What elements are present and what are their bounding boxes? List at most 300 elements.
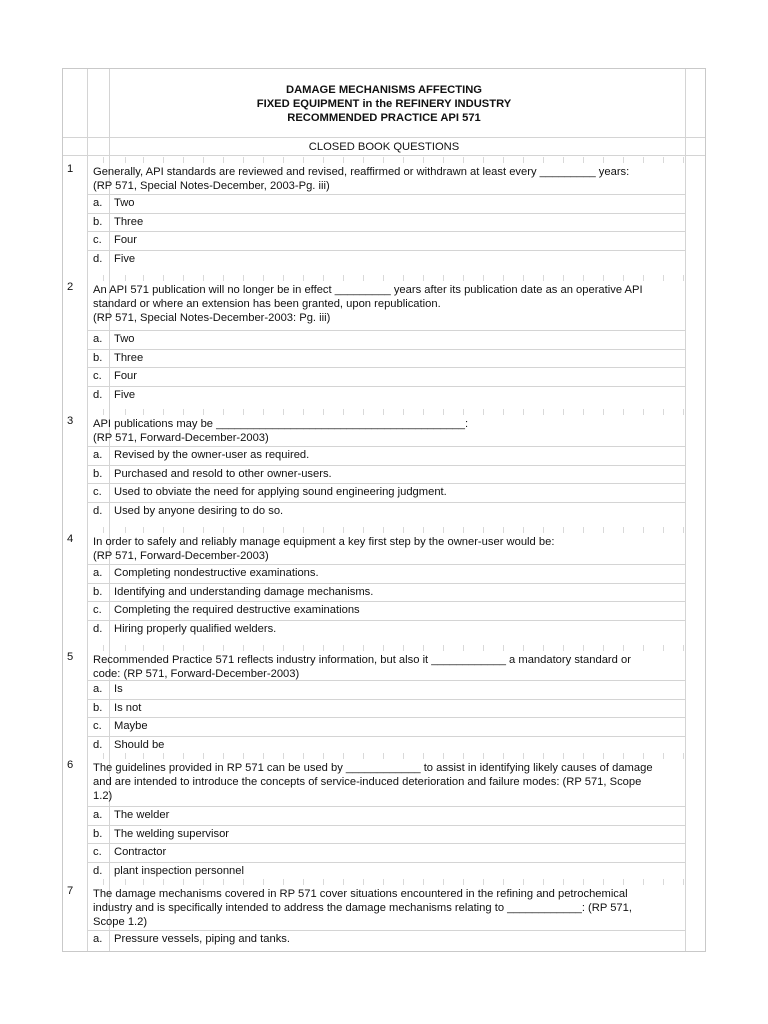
question-text [93,887,683,929]
tick-mark [403,157,404,163]
tick-mark [603,879,604,885]
question-text-line: In order to safely and reliably manage equipment a key first step by the owner-user would be: [93,536,555,548]
tick-mark [663,645,664,651]
option-letter: d. [93,622,103,635]
tick-mark [183,753,184,759]
option-letter: a. [93,933,103,945]
question-text-line: (RP 571, Forward-December-2003) [93,550,269,562]
tick-mark [583,157,584,163]
tick-mark [125,527,126,533]
tick-mark [303,527,304,533]
tick-mark [343,409,344,415]
option-letter: b. [93,585,103,598]
tick-mark [423,645,424,651]
option-letter: b. [93,701,103,714]
option-rule [88,717,685,718]
option-rule [88,194,685,195]
tick-mark [363,409,364,415]
tick-mark [283,409,284,415]
tick-mark [363,527,364,533]
option-letter: c. [93,720,102,733]
tick-mark [683,527,684,533]
tick-mark [263,645,264,651]
tick-mark [403,879,404,885]
tick-mark [483,157,484,163]
tick-mark [203,157,204,163]
column-rule [685,69,686,951]
option-text: Should be [114,738,165,751]
option-text: Four [114,234,138,247]
tick-mark [423,879,424,885]
tick-mark [643,409,644,415]
tick-mark [643,157,644,163]
option-text: Completing nondestructive examinations. [114,567,319,579]
tick-mark [603,409,604,415]
tick-mark [143,753,144,759]
tick-mark [523,157,524,163]
option-letter: b. [93,827,103,840]
tick-mark [483,753,484,759]
tick-mark [503,645,504,651]
question-text [93,283,683,325]
option-letter: a. [93,449,103,461]
tick-mark [323,753,324,759]
question-text-line: and are intended to introduce the concepts of service-induced deterioration and failure modes: (RP 571, Scope [93,776,642,788]
question-text-line: 1.2) [93,790,113,802]
question-text [93,653,683,681]
tick-mark [443,753,444,759]
tick-mark [643,645,644,651]
tick-mark [103,753,104,759]
tick-mark [143,409,144,415]
tick-mark [603,753,604,759]
tick-mark [483,645,484,651]
tick-mark [563,645,564,651]
tick-mark [403,275,404,281]
tick-mark [363,753,364,759]
option-rule [88,483,685,484]
option-rule [88,930,685,931]
tick-mark [125,409,126,415]
worksheet [62,68,706,952]
tick-mark [263,409,264,415]
tick-mark [243,409,244,415]
tick-mark [463,275,464,281]
tick-mark [543,157,544,163]
tick-mark [523,275,524,281]
option-text: Is [114,683,123,695]
option-rule [88,330,685,331]
tick-mark [303,753,304,759]
tick-mark [243,879,244,885]
tick-mark [243,527,244,533]
tick-mark [103,157,104,163]
tick-mark [543,275,544,281]
row-rule [63,155,705,156]
tick-mark [143,879,144,885]
tick-mark [303,879,304,885]
tick-mark [643,753,644,759]
tick-mark [283,157,284,163]
tick-mark [543,645,544,651]
tick-mark [663,275,664,281]
tick-mark [583,753,584,759]
option-letter: c. [93,846,102,859]
question-text-line: An API 571 publication will no longer be in effect _________ years after its publication date as an operative API [93,284,643,296]
tick-mark [503,753,504,759]
tick-mark [523,409,524,415]
tick-mark [523,879,524,885]
option-rule [88,213,685,214]
tick-mark [243,645,244,651]
tick-mark [183,527,184,533]
tick-mark [603,645,604,651]
option-text: Five [114,388,136,401]
tick-mark [183,157,184,163]
option-rule [88,250,685,251]
tick-mark [523,645,524,651]
question-text-line: standard or where an extension has been granted, upon republication. [93,298,441,310]
tick-mark [283,879,284,885]
tick-mark [543,409,544,415]
option-letter: c. [93,486,102,499]
tick-mark [603,527,604,533]
question-text-line: industry and is specifically intended to address the damage mechanisms relating to ____________: (RP 571, [93,902,632,914]
tick-mark [503,527,504,533]
tick-mark [503,275,504,281]
tick-mark [623,527,624,533]
tick-mark [383,879,384,885]
tick-mark [663,527,664,533]
tick-mark [243,275,244,281]
tick-mark [403,527,404,533]
option-letter: c. [93,370,102,383]
tick-mark [283,527,284,533]
option-text: Used to obviate the need for applying sound engineering judgment. [114,486,447,499]
tick-mark [183,275,184,281]
tick-mark [363,645,364,651]
option-text: Four [114,370,138,383]
tick-mark [203,753,204,759]
tick-mark [563,753,564,759]
tick-mark [323,879,324,885]
question-number: 7 [67,885,74,897]
tick-mark [283,645,284,651]
tick-mark [583,645,584,651]
tick-mark [243,753,244,759]
question-text [93,165,683,193]
question-number: 3 [67,415,74,427]
tick-mark [683,157,684,163]
tick-mark [183,879,184,885]
option-letter: b. [93,467,103,480]
tick-mark [483,879,484,885]
option-letter: b. [93,215,103,228]
option-rule [88,231,685,232]
option-rule [88,386,685,387]
tick-mark [263,879,264,885]
question-text-line: (RP 571, Special Notes-December-2003: Pg. iii) [93,312,331,324]
tick-mark [683,879,684,885]
tick-mark [163,275,164,281]
tick-mark [343,157,344,163]
tick-mark [563,275,564,281]
option-rule [88,843,685,844]
tick-mark [363,275,364,281]
tick-mark [663,753,664,759]
header-line-3: RECOMMENDED PRACTICE API 571 [287,112,481,124]
tick-mark [663,409,664,415]
tick-mark [343,527,344,533]
tick-mark [103,645,104,651]
tick-mark [125,157,126,163]
tick-mark [383,157,384,163]
tick-mark [463,157,464,163]
tick-mark [323,409,324,415]
tick-mark [323,157,324,163]
tick-mark [223,645,224,651]
tick-mark [503,409,504,415]
gridline-ticks [63,645,705,651]
tick-mark [125,879,126,885]
option-text: Purchased and resold to other owner-users. [114,467,332,480]
tick-mark [163,645,164,651]
tick-mark [323,645,324,651]
tick-mark [143,527,144,533]
tick-mark [223,879,224,885]
tick-mark [523,753,524,759]
tick-mark [383,409,384,415]
tick-mark [203,645,204,651]
tick-mark [663,157,664,163]
tick-mark [423,409,424,415]
tick-mark [403,409,404,415]
tick-mark [683,753,684,759]
tick-mark [223,157,224,163]
gridline-ticks [63,409,705,415]
tick-mark [443,157,444,163]
option-text: Used by anyone desiring to do so. [114,504,284,517]
tick-mark [483,527,484,533]
tick-mark [323,275,324,281]
tick-mark [503,157,504,163]
option-text: Two [114,333,135,345]
question-text-line: Recommended Practice 571 reflects industry information, but also it ____________ a mandatory standard or [93,654,631,666]
tick-mark [203,879,204,885]
option-rule [88,465,685,466]
option-text: Two [114,197,135,209]
tick-mark [563,527,564,533]
option-rule [88,601,685,602]
tick-mark [125,275,126,281]
section-subtitle: CLOSED BOOK QUESTIONS [308,141,460,153]
tick-mark [383,753,384,759]
tick-mark [383,527,384,533]
option-rule [88,736,685,737]
tick-mark [423,157,424,163]
tick-mark [223,753,224,759]
tick-mark [543,527,544,533]
tick-mark [563,409,564,415]
option-rule [88,583,685,584]
tick-mark [223,275,224,281]
tick-mark [463,879,464,885]
option-letter: d. [93,864,103,877]
option-text: plant inspection personnel [114,864,244,877]
tick-mark [463,409,464,415]
tick-mark [303,157,304,163]
tick-mark [125,645,126,651]
column-rule [87,69,88,951]
tick-mark [303,645,304,651]
tick-mark [623,275,624,281]
tick-mark [443,275,444,281]
tick-mark [683,409,684,415]
option-rule [88,564,685,565]
gridline-ticks [63,753,705,759]
tick-mark [163,879,164,885]
tick-mark [223,527,224,533]
question-number: 5 [67,651,74,663]
tick-mark [303,275,304,281]
tick-mark [143,645,144,651]
tick-mark [283,275,284,281]
tick-mark [463,645,464,651]
tick-mark [103,879,104,885]
option-rule [88,806,685,807]
option-letter: d. [93,504,103,517]
gridline-ticks [63,527,705,533]
tick-mark [543,879,544,885]
header-line-1: DAMAGE MECHANISMS AFFECTING [286,84,482,96]
tick-mark [263,753,264,759]
option-rule [88,680,685,681]
option-text: Identifying and understanding damage mechanisms. [114,585,374,598]
question-text-line: (RP 571, Forward-December-2003) [93,432,269,444]
question-text-line: The guidelines provided in RP 571 can be used by ____________ to assist in identifying likely causes of damage [93,762,653,774]
tick-mark [523,527,524,533]
tick-mark [163,409,164,415]
option-rule [88,446,685,447]
tick-mark [443,879,444,885]
tick-mark [583,409,584,415]
tick-mark [583,879,584,885]
option-rule [88,502,685,503]
option-letter: a. [93,333,103,345]
option-letter: a. [93,683,103,695]
tick-mark [643,527,644,533]
question-text [93,417,683,445]
gridline-ticks [63,275,705,281]
option-letter: d. [93,738,103,751]
option-text: The welder [114,809,170,821]
tick-mark [263,157,264,163]
tick-mark [263,527,264,533]
question-text-line: code: (RP 571, Forward-December-2003) [93,668,300,680]
tick-mark [103,527,104,533]
option-text: Contractor [114,846,167,859]
tick-mark [663,879,664,885]
tick-mark [483,409,484,415]
tick-mark [583,275,584,281]
option-text: Revised by the owner-user as required. [114,449,310,461]
tick-mark [143,157,144,163]
tick-mark [363,157,364,163]
tick-mark [223,409,224,415]
option-text: Pressure vessels, piping and tanks. [114,933,290,945]
tick-mark [623,645,624,651]
option-text: Five [114,252,136,265]
question-number: 4 [67,533,74,545]
option-letter: a. [93,567,103,579]
tick-mark [203,527,204,533]
tick-mark [143,275,144,281]
tick-mark [423,753,424,759]
option-rule [88,825,685,826]
option-text: Is not [114,701,142,714]
option-text: Three [114,351,144,364]
option-letter: a. [93,197,103,209]
tick-mark [683,275,684,281]
tick-mark [343,645,344,651]
tick-mark [643,879,644,885]
tick-mark [343,275,344,281]
question-number: 1 [67,163,74,175]
option-letter: c. [93,234,102,247]
tick-mark [403,645,404,651]
tick-mark [423,527,424,533]
tick-mark [203,409,204,415]
question-text-line: The damage mechanisms covered in RP 571 cover situations encountered in the refining and petrochemical [93,888,628,900]
option-text: The welding supervisor [114,827,230,840]
tick-mark [583,527,584,533]
tick-mark [403,753,404,759]
question-text [93,761,683,803]
tick-mark [203,275,204,281]
tick-mark [623,157,624,163]
tick-mark [463,753,464,759]
tick-mark [183,409,184,415]
tick-mark [343,879,344,885]
tick-mark [443,527,444,533]
tick-mark [363,879,364,885]
option-letter: b. [93,351,103,364]
tick-mark [623,409,624,415]
tick-mark [103,409,104,415]
question-number: 6 [67,759,74,771]
tick-mark [643,275,644,281]
tick-mark [603,157,604,163]
tick-mark [183,645,184,651]
option-letter: d. [93,388,103,401]
tick-mark [443,409,444,415]
option-rule [88,367,685,368]
option-letter: d. [93,252,103,265]
tick-mark [243,157,244,163]
tick-mark [343,753,344,759]
question-text-line: API publications may be ________________________________________: [93,418,469,430]
tick-mark [125,753,126,759]
tick-mark [163,753,164,759]
question-text-line: Generally, API standards are reviewed and revised, reaffirmed or withdrawn at least every _________ years: [93,166,630,178]
tick-mark [623,753,624,759]
option-letter: c. [93,604,102,617]
tick-mark [563,879,564,885]
tick-mark [103,275,104,281]
tick-mark [283,753,284,759]
tick-mark [683,645,684,651]
tick-mark [163,157,164,163]
